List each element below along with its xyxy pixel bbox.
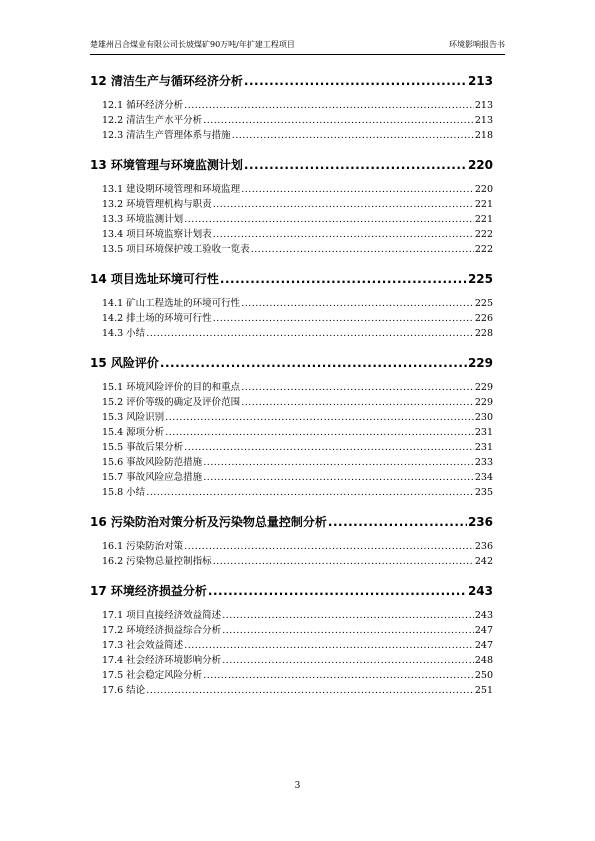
toc-chapter-entry[interactable]	[90, 72, 493, 90]
toc-section-entry[interactable]	[90, 311, 493, 326]
toc-section-entry[interactable]	[90, 683, 493, 698]
toc-leader-dots	[203, 470, 474, 485]
toc-section-entry[interactable]	[90, 455, 493, 470]
toc-section-page: 242	[474, 556, 493, 567]
toc-section-page: 213	[474, 100, 493, 111]
toc-chapter-title: 15 风险评价	[90, 356, 159, 370]
toc-section-entry[interactable]	[90, 485, 493, 500]
toc-section-page: 231	[474, 427, 493, 438]
toc-section-title: 17.5 社会稳定风险分析	[102, 670, 203, 681]
toc-section-entry[interactable]	[90, 227, 493, 242]
toc-section-entry[interactable]	[90, 608, 493, 623]
toc-section-entry[interactable]	[90, 470, 493, 485]
toc-leader-dots	[146, 485, 474, 500]
toc-section-page: 250	[474, 670, 493, 681]
toc-leader-dots	[184, 212, 474, 227]
header-report-title: 环境影响报告书	[449, 40, 505, 49]
header-project-title: 楚雄州吕合煤业有限公司长坡煤矿90万吨/年扩建工程项目	[90, 40, 295, 49]
toc-leader-dots	[232, 128, 474, 143]
toc-section-title: 16.1 污染防治对策	[102, 541, 184, 552]
toc-section-title: 17.4 社会经济环境影响分析	[102, 655, 222, 666]
toc-chapter-page: 213	[467, 74, 493, 88]
toc-leader-dots	[244, 156, 467, 174]
toc-section-title: 14.2 排土场的环境可行性	[102, 313, 212, 324]
toc-leader-dots	[213, 227, 474, 242]
toc-chapter-title: 17 环境经济损益分析	[90, 584, 207, 598]
toc-section-page: 225	[474, 298, 493, 309]
toc-section-page: 251	[474, 685, 493, 696]
page-header	[90, 38, 505, 55]
toc-section-title: 15.3 风险识别	[102, 412, 165, 423]
toc-leader-dots	[241, 296, 474, 311]
toc-leader-dots	[203, 113, 474, 128]
toc-section-entry[interactable]	[90, 197, 493, 212]
toc-section-page: 231	[474, 442, 493, 453]
toc-leader-dots	[208, 582, 467, 600]
toc-chapter-entry[interactable]	[90, 354, 493, 372]
toc-section-title: 15.6 事故风险防范措施	[102, 457, 203, 468]
toc-chapter-title: 12 清洁生产与循环经济分析	[90, 74, 243, 88]
toc-section-page: 220	[474, 184, 493, 195]
toc-leader-dots	[165, 425, 474, 440]
toc-section-title: 13.4 项目环境监察计划表	[102, 229, 212, 240]
toc-section-entry[interactable]	[90, 128, 493, 143]
toc-section-page: 226	[474, 313, 493, 324]
toc-section-page: 222	[474, 229, 493, 240]
toc-section-page: 243	[474, 610, 493, 621]
toc-section-entry[interactable]	[90, 539, 493, 554]
toc-section-title: 13.3 环境监测计划	[102, 214, 184, 225]
toc-section-entry[interactable]	[90, 653, 493, 668]
toc-leader-dots	[251, 242, 474, 257]
toc-section-page: 247	[474, 625, 493, 636]
page-number: 3	[294, 781, 301, 791]
toc-chapter-entry[interactable]	[90, 582, 493, 600]
toc-section-title: 14.3 小结	[102, 328, 146, 339]
toc-section-title: 13.2 环境管理机构与职责	[102, 199, 212, 210]
toc-leader-dots	[244, 72, 467, 90]
toc-chapter-page: 220	[467, 158, 493, 172]
toc-section-title: 15.5 事故后果分析	[102, 442, 184, 453]
toc-chapter-entry[interactable]	[90, 513, 493, 531]
toc-chapter-page: 225	[467, 272, 493, 286]
toc-section-title: 15.1 环境风险评价的目的和重点	[102, 382, 241, 393]
toc-section-entry[interactable]	[90, 98, 493, 113]
toc-chapter-title: 14 项目选址环境可行性	[90, 272, 219, 286]
toc-chapter-page: 236	[467, 515, 493, 529]
toc-leader-dots	[222, 653, 474, 668]
toc-leader-dots	[165, 410, 474, 425]
toc-section-entry[interactable]	[90, 326, 493, 341]
toc-chapter-title: 13 环境管理与环境监测计划	[90, 158, 243, 172]
toc-leader-dots	[328, 513, 467, 531]
toc-section-page: 228	[474, 328, 493, 339]
toc-section-entry[interactable]	[90, 242, 493, 257]
toc-section-page: 229	[474, 397, 493, 408]
toc-leader-dots	[184, 98, 474, 113]
toc-section-title: 13.1 建设期环境管理和环境监理	[102, 184, 241, 195]
toc-section-page: 229	[474, 382, 493, 393]
toc-section-entry[interactable]	[90, 380, 493, 395]
toc-leader-dots	[146, 326, 474, 341]
toc-chapter-page: 243	[467, 584, 493, 598]
toc-section-page: 235	[474, 487, 493, 498]
toc-leader-dots	[213, 197, 474, 212]
toc-leader-dots	[160, 354, 467, 372]
toc-section-entry[interactable]	[90, 554, 493, 569]
toc-leader-dots	[220, 270, 467, 288]
toc-section-page: 230	[474, 412, 493, 423]
toc-chapter-title: 16 污染防治对策分析及污染物总量控制分析	[90, 515, 327, 529]
toc-section-title: 13.5 项目环境保护竣工验收一览表	[102, 244, 250, 255]
toc-leader-dots	[222, 623, 474, 638]
toc-section-title: 17.6 结论	[102, 685, 146, 696]
toc-chapter-entry[interactable]	[90, 156, 493, 174]
toc-section-page: 221	[474, 214, 493, 225]
toc-section-entry[interactable]	[90, 212, 493, 227]
toc-section-title: 15.4 源项分析	[102, 427, 165, 438]
table-of-contents	[90, 72, 493, 698]
toc-leader-dots	[203, 455, 474, 470]
toc-leader-dots	[222, 608, 474, 623]
toc-section-title: 15.7 事故风险应急措施	[102, 472, 203, 483]
toc-section-page: 247	[474, 640, 493, 651]
toc-section-page: 218	[474, 130, 493, 141]
toc-section-page: 222	[474, 244, 493, 255]
toc-leader-dots	[146, 683, 474, 698]
toc-leader-dots	[184, 638, 474, 653]
toc-section-entry[interactable]	[90, 623, 493, 638]
toc-leader-dots	[213, 554, 474, 569]
toc-leader-dots	[184, 539, 474, 554]
toc-section-entry[interactable]	[90, 410, 493, 425]
toc-chapter-entry[interactable]	[90, 270, 493, 288]
toc-section-title: 16.2 污染物总量控制指标	[102, 556, 212, 567]
toc-section-title: 14.1 矿山工程选址的环境可行性	[102, 298, 241, 309]
toc-leader-dots	[184, 440, 474, 455]
toc-leader-dots	[213, 311, 474, 326]
toc-section-entry[interactable]	[90, 638, 493, 653]
toc-section-title: 15.2 评价等级的确定及评价范围	[102, 397, 241, 408]
toc-section-entry[interactable]	[90, 296, 493, 311]
toc-section-page: 234	[474, 472, 493, 483]
toc-section-title: 12.1 循环经济分析	[102, 100, 184, 111]
toc-section-title: 17.3 社会效益简述	[102, 640, 184, 651]
toc-leader-dots	[241, 182, 474, 197]
toc-section-title: 12.3 清洁生产管理体系与措施	[102, 130, 231, 141]
toc-section-entry[interactable]	[90, 182, 493, 197]
toc-section-entry[interactable]	[90, 395, 493, 410]
toc-section-page: 236	[474, 541, 493, 552]
toc-section-page: 248	[474, 655, 493, 666]
toc-section-title: 17.1 项目直接经济效益简述	[102, 610, 222, 621]
toc-leader-dots	[203, 668, 474, 683]
toc-section-title: 17.2 环境经济损益综合分析	[102, 625, 222, 636]
toc-chapter-page: 229	[467, 356, 493, 370]
toc-section-page: 221	[474, 199, 493, 210]
toc-section-title: 12.2 清洁生产水平分析	[102, 115, 203, 126]
toc-section-entry[interactable]	[90, 425, 493, 440]
toc-section-page: 213	[474, 115, 493, 126]
toc-leader-dots	[241, 395, 474, 410]
toc-section-entry[interactable]	[90, 113, 493, 128]
toc-section-entry[interactable]	[90, 668, 493, 683]
toc-section-page: 233	[474, 457, 493, 468]
toc-leader-dots	[241, 380, 474, 395]
toc-section-title: 15.8 小结	[102, 487, 146, 498]
toc-section-entry[interactable]	[90, 440, 493, 455]
